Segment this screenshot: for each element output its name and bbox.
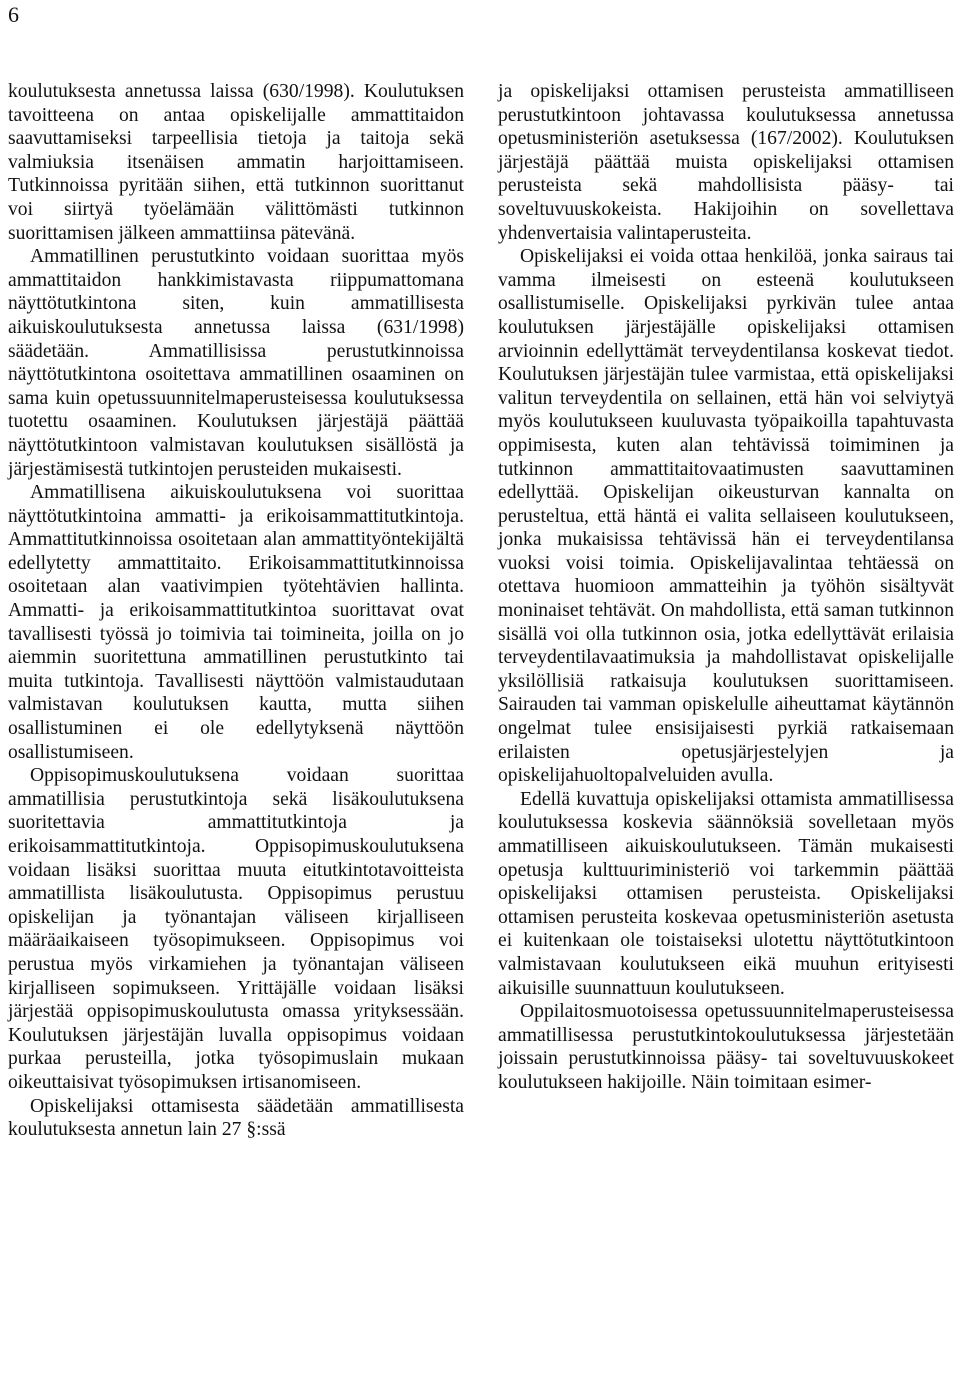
right-column [498,80,954,1095]
paragraph: Edellä kuvattuja opiskelijaksi ottamista ammatillisessa koulutuksessa koskevia säännöksiä sovelletaan myös ammatilliseen aikuiskoulutukseen. Tämän mukaisesti opetusja kulttuuriministeriö voi tarkemmin päättää opiskelijaksi ottamisen perusteista. Opiskelijaksi ottamisen perusteita koskevaa opetusministeriön asetusta ei kuitenkaan ole toistaiseksi ulotettu näyttötutkintoon valmistavaan koulutukseen eikä muuhun erityisesti aikuisille suunnattuun koulutukseen. [498,788,954,999]
left-column [8,80,464,1142]
paragraph: koulutuksesta annetussa laissa (630/1998). Koulutuksen tavoitteena on antaa opiskelijalle ammattitaidon saavuttamiseksi tarpeellisia tietoja ja taitoja sekä valmiuksia itsenäisen ammatin harjoittamiseen. Tutkinnoissa pyritään siihen, että tutkinnon suorittanut voi siirtyä työelämään välittömästi tutkinnon suorittamisen jälkeen ammattiinsa pätevänä. [8,81,464,244]
page-number: 6 [8,2,19,27]
paragraph: Oppisopimuskoulutuksena voidaan suorittaa ammatillisia perustutkintoja sekä lisäkoulutuksena suoritettavia ammattitutkintoja ja erikoisammattitutkintoja. Oppisopimuskoulutuksena voidaan lisäksi suorittaa muuta eitutkintotavoitteista ammatillista lisäkoulutusta. Oppisopimus perustuu opiskelijan ja työnantajan väliseen kirjalliseen määräaikaiseen työsopimukseen. Oppisopimus voi perustua myös virkamiehen ja työnantajan väliseen kirjalliseen sopimukseen. Yrittäjälle voidaan lisäksi järjestää oppisopimuskoulutusta omassa yrityksessään. Koulutuksen järjestäjän luvalla oppisopimus voidaan purkaa perusteilla, jotka työsopimuslain mukaan oikeuttaisivat työsopimuksen irtisanomiseen. [8,765,464,1093]
paragraph: Ammatillinen perustutkinto voidaan suorittaa myös ammattitaidon hankkimistavasta riippumattomana näyttötutkintona siten, kuin ammatillisesta aikuiskoulutuksesta annetussa laissa (631/1998) säädetään. Ammatillisissa perustutkinnoissa näyttötutkintona osoitettava ammatillinen osaaminen on sama kuin opetussuunnitelmaperusteisessa koulutuksessa tuotettu osaaminen. Koulutuksen järjestäjä päättää näyttötutkintoon valmistavan koulutuksen sisällöstä ja järjestämisestä tutkintojen perusteiden mukaisesti. [8,246,464,480]
paragraph: ja opiskelijaksi ottamisen perusteista ammatilliseen perustutkintoon johtavassa koulutuksessa annetussa opetusministeriön asetuksessa (167/2002). Koulutuksen järjestäjä päättää muista opiskelijaksi ottamisen perusteista sekä mahdollisista pääsy- tai soveltuvuuskokeista. Hakijoihin on sovellettava yhdenvertaisia valintaperusteita. [498,81,954,244]
paragraph: Opiskelijaksi ottamisesta säädetään ammatillisesta koulutuksesta annetun lain 27 §:ssä [8,1095,464,1141]
paragraph: Opiskelijaksi ei voida ottaa henkilöä, jonka sairaus tai vamma ilmeisesti on esteenä koulutukseen osallistumiselle. Opiskelijaksi pyrkivän tulee antaa koulutuksen järjestäjälle opiskelijaksi ottamisen arvioinnin edellyttämät terveydentilansa koskevat tiedot. Koulutuksen järjestäjän tulee varmistaa, että opiskelijaksi valitun terveydentila on sellainen, että hän voi selviytyä myös koulutukseen kuuluvasta työpaikoilla tapahtuvasta oppimisesta, kuten alan tehtävissä toimiminen ja tutkinnon ammattitaitovaatimusten saavuttaminen edellyttää. Opiskelijan oikeusturvan kannalta on perusteltua, että häntä ei valita sellaiseen koulutukseen, jonka mukaisissa tehtävissä hän ei terveydentilansa vuoksi voisi toimia. Opiskelijavalintaa tehtäessä on otettava huomioon ammatteihin ja työhön sisältyvät moninaiset tehtävät. On mahdollista, että saman tutkinnon sisällä voi olla tutkinnon osia, jotka edellyttävät erilaisia terveydentilavaatimuksia ja mahdollistavat opiskelijalle yksilöllisiä ratkaisuja koulutuksen suorittamiseen. Sairauden tai vamman opiskelulle aiheuttamat käytännön ongelmat tulee ensisijaisesti pyrkiä ratkaisemaan erilaisten opetusjärjestelyjen ja opiskelijahuoltopalveluiden avulla. [498,246,955,787]
paragraph: Oppilaitosmuotoisessa opetussuunnitelmaperusteisessa ammatillisessa perustutkintokoulutuksessa järjestetään joissain perustutkinnoissa pääsy- tai soveltuvuuskokeet koulutukseen hakijoille. Näin toimitaan esimer- [498,1001,954,1093]
paragraph: Ammatillisena aikuiskoulutuksena voi suorittaa näyttötutkintoina ammatti- ja erikoisammattitutkintoja. Ammattitutkinnoissa osoitetaan alan ammattityöntekijältä edellytetty ammattitaito. Erikoisammattitutkinnoissa osoitetaan alan vaativimpien työtehtävien hallinta. Ammatti- ja erikoisammattitutkintoa suorittavat ovat tavallisesti työssä jo toimivia tai toimineita, joilla on jo aiemmin suoritettuna ammatillinen perustutkinto tai muita tutkintoja. Tavallisesti näyttöön valmistaudutaan valmistavan koulutuksen kautta, mutta siihen osallistuminen ei ole edellytyksenä näyttöön osallistumiseen. [8,482,464,763]
